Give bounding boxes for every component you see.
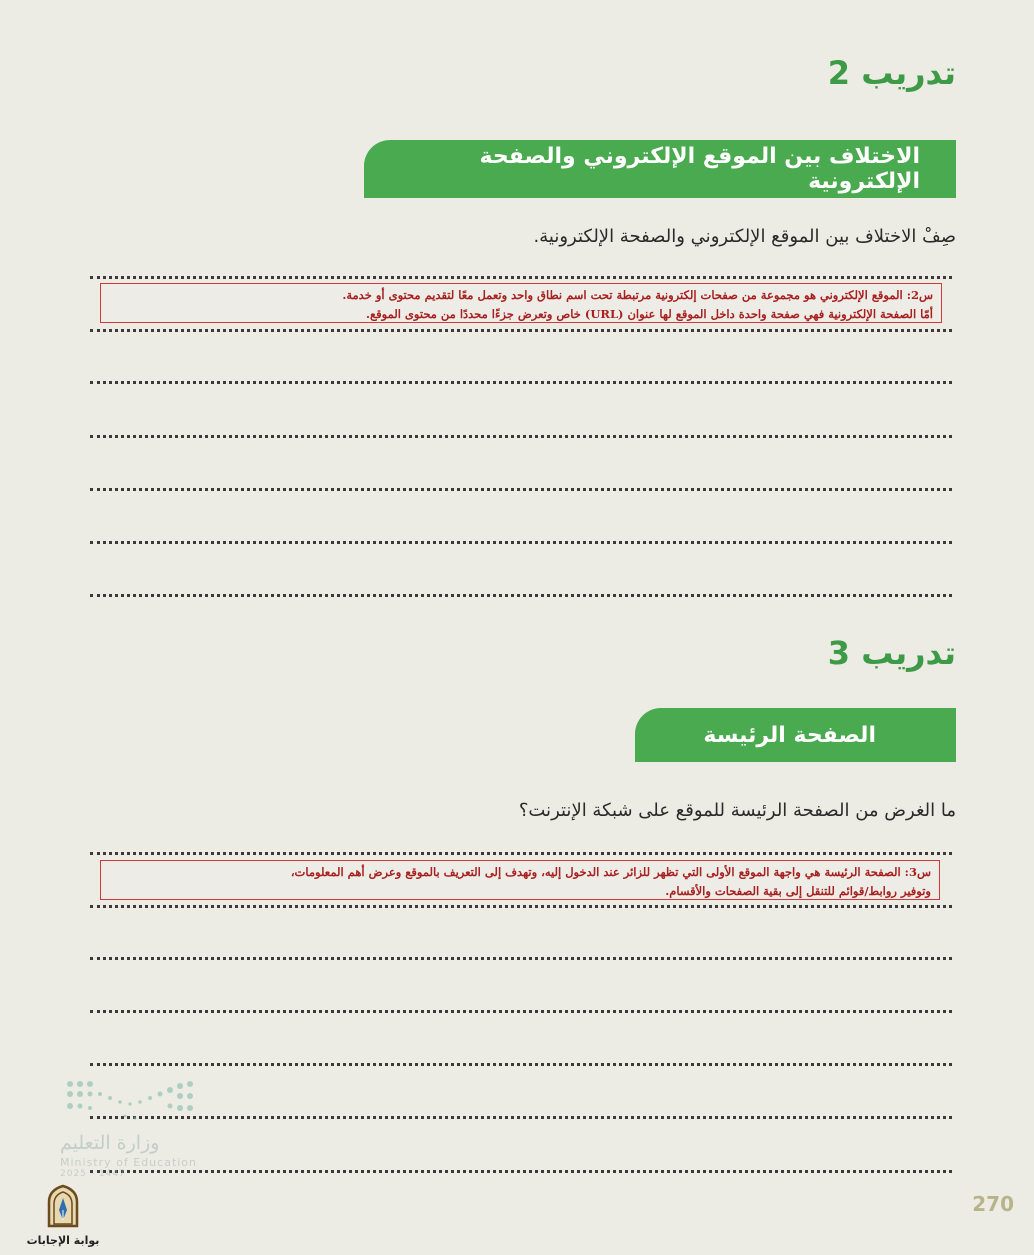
answer-line	[90, 852, 952, 855]
page-number: 270	[972, 1192, 1014, 1216]
answer-line	[90, 276, 952, 279]
section3-answer-box	[100, 860, 940, 900]
ministry-year: 2025 - 1447	[60, 1169, 126, 1179]
answer-line	[90, 905, 952, 908]
answer-line	[90, 435, 952, 438]
section2-banner	[364, 140, 956, 198]
ministry-arabic-name: وزارة التعليم	[60, 1132, 160, 1154]
answer-line	[90, 381, 952, 384]
section2-question: صِفْ الاختلاف بين الموقع الإلكتروني والصفحة الإلكترونية.	[533, 226, 956, 247]
site-logo	[26, 1184, 100, 1247]
section3-answer-line2: وتوفير روابط/قوائم للتنقل إلى بقية الصفحات والأقسام.	[665, 884, 931, 898]
section3-answer-line1: س3: الصفحة الرئيسة هي واجهة الموقع الأولى التي تظهر للزائر عند الدخول إليه، وتهدف إلى التعريف بالموقع وعرض أهم المعلومات،	[290, 865, 931, 879]
ministry-watermark	[60, 1078, 205, 1179]
mosque-pen-icon	[43, 1184, 83, 1228]
answer-line	[90, 329, 952, 332]
ministry-english-name: Ministry of Education	[60, 1156, 198, 1169]
section3-question: ما الغرض من الصفحة الرئيسة للموقع على شبكة الإنترنت؟	[518, 800, 956, 821]
answer-line	[90, 1010, 952, 1013]
answer-line	[90, 1170, 952, 1173]
section2-banner-text: الاختلاف بين الموقع الإلكتروني والصفحة الإلكترونية	[479, 144, 920, 194]
section2-answer-box	[100, 283, 942, 323]
answer-line	[90, 541, 952, 544]
answer-line	[90, 957, 952, 960]
section2-answer-line2: أمّا الصفحة الإلكترونية فهي صفحة واحدة داخل الموقع لها عنوان (URL) خاص وتعرض جزءًا محددًا من محتوى الموقع.	[366, 307, 933, 321]
section3-banner-text: الصفحة الرئيسة	[703, 722, 876, 748]
section3-title: تدريب 3	[827, 634, 956, 672]
answer-line	[90, 488, 952, 491]
ministry-dots-icon	[60, 1078, 200, 1122]
section2-title: تدريب 2	[827, 54, 956, 92]
answer-line	[90, 594, 952, 597]
answer-line	[90, 1063, 952, 1066]
section3-banner	[635, 708, 956, 762]
site-logo-label: بوابة الإجابات	[26, 1234, 100, 1247]
section2-answer-line1: س2: الموقع الإلكتروني هو مجموعة من صفحات إلكترونية مرتبطة تحت اسم نطاق واحد وتعمل معًا لتقديم محتوى أو خدمة.	[342, 288, 933, 302]
answer-line	[90, 1116, 952, 1119]
